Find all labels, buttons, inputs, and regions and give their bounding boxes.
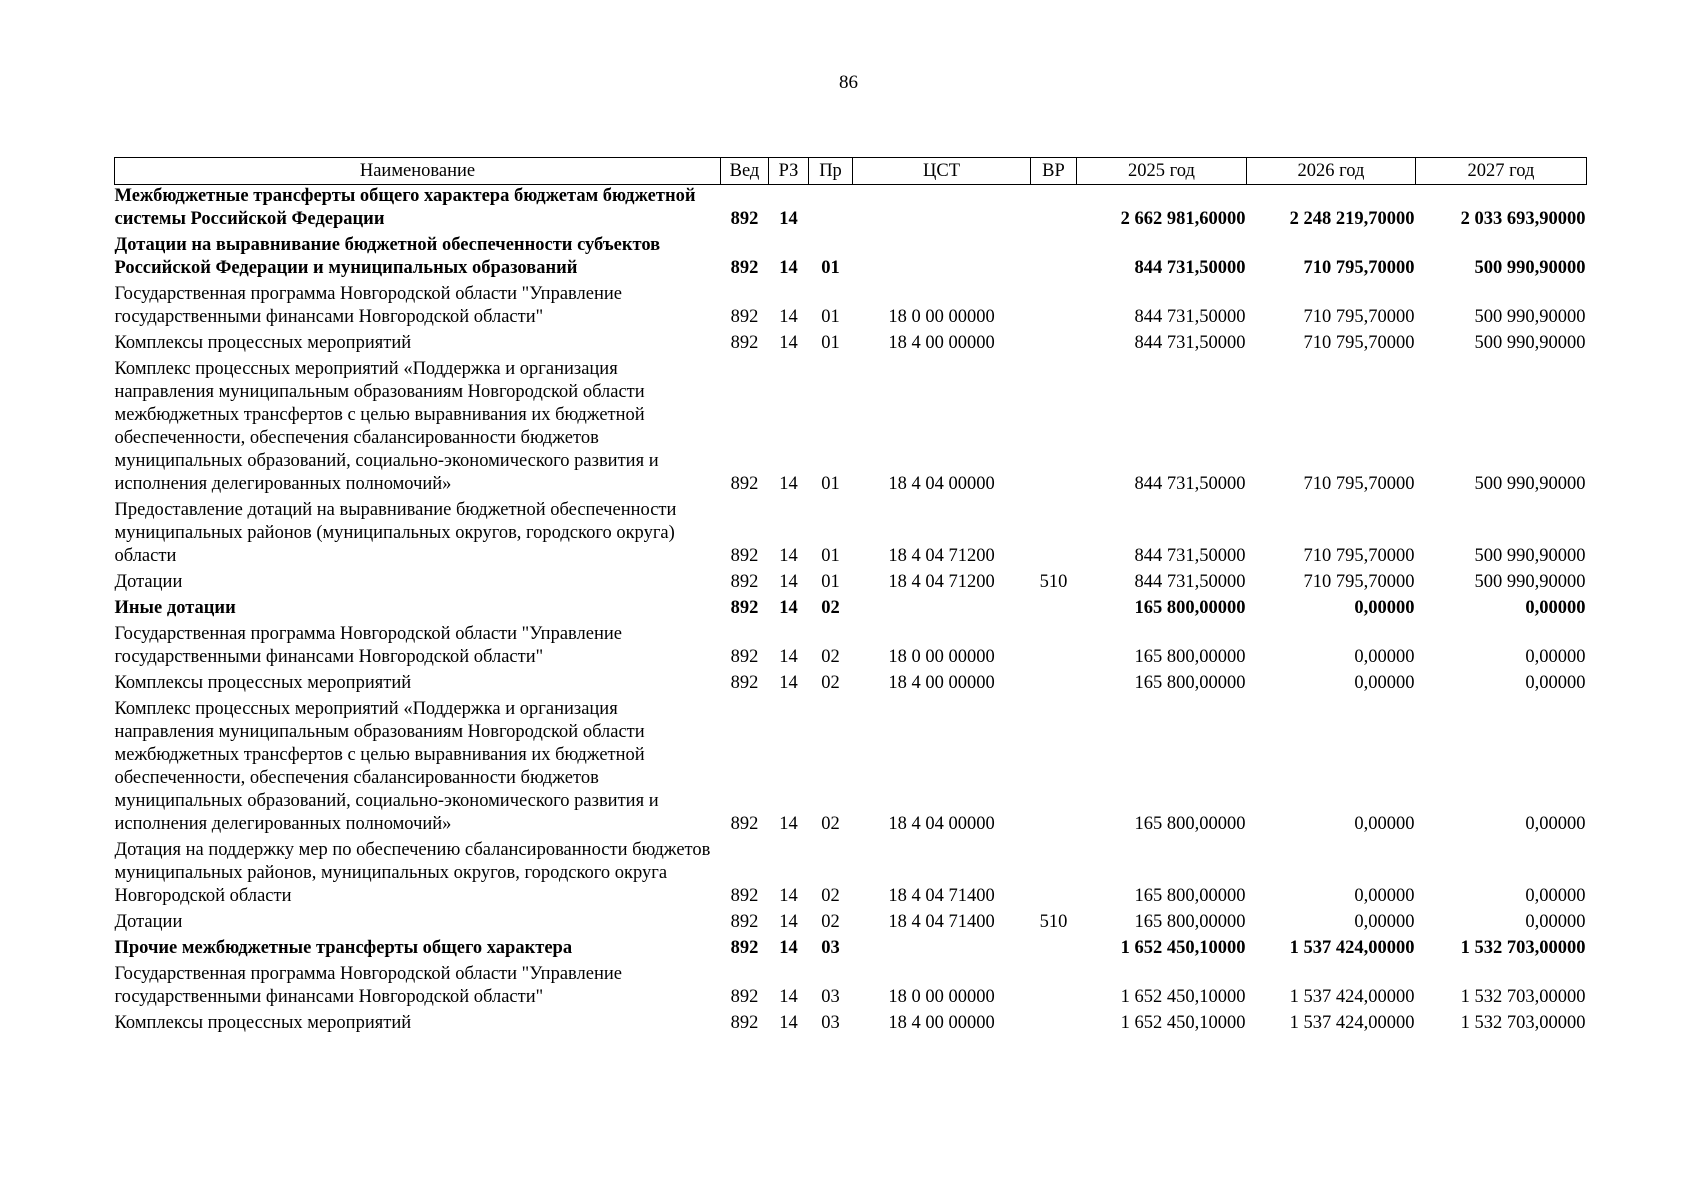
cell-y2026: 710 795,70000 — [1303, 307, 1415, 327]
cell-y2026: 1 537 424,00000 — [1289, 1013, 1415, 1033]
cell-y2026: 710 795,70000 — [1303, 546, 1415, 566]
cell-y2027: 0,00000 — [1525, 598, 1586, 618]
header-2025: 2025 год — [1077, 158, 1247, 185]
cell-vr — [1031, 839, 1077, 911]
cell-y2027: 1 532 703,00000 — [1460, 987, 1586, 1007]
cell-ved: 892 — [730, 333, 759, 353]
header-cst: ЦСТ — [853, 158, 1031, 185]
cell-rz: 14 — [779, 673, 798, 693]
cell-vr — [1031, 332, 1077, 358]
cell-y2025: 165 800,00000 — [1134, 814, 1246, 834]
cell-pr: 01 — [821, 333, 840, 353]
cell-pr: 03 — [821, 1013, 840, 1033]
cell-name: Дотации на выравнивание бюджетной обеспеченности субъектов Российской Федерации и муниципальных образований — [114, 235, 661, 278]
table-header-row — [115, 158, 1587, 185]
cell-name: Предоставление дотаций на выравнивание бюджетной обеспеченности муниципальных районов (муниципальных округов, городского округа) области — [114, 500, 677, 566]
cell-name: Комплексы процессных мероприятий — [114, 1013, 412, 1033]
cell-vr — [1031, 499, 1077, 571]
cell-y2025: 844 731,50000 — [1134, 572, 1246, 592]
cell-pr: 02 — [821, 598, 840, 618]
cell-y2027: 500 990,90000 — [1474, 307, 1586, 327]
cell-vr — [1031, 963, 1077, 1012]
table-row — [115, 185, 1587, 235]
table-row — [115, 571, 1587, 597]
cell-vr — [1031, 283, 1077, 332]
table-row — [115, 234, 1587, 283]
table-row — [115, 698, 1587, 839]
cell-cst: 18 4 00 00000 — [888, 1013, 995, 1033]
cell-cst: 18 4 04 71200 — [888, 546, 995, 566]
cell-y2026: 0,00000 — [1354, 814, 1415, 834]
cell-name: Комплексы процессных мероприятий — [114, 333, 412, 353]
cell-y2027: 0,00000 — [1525, 886, 1586, 906]
cell-rz: 14 — [779, 209, 798, 229]
cell-rz: 14 — [779, 987, 798, 1007]
cell-name: Дотации — [114, 572, 183, 592]
cell-rz: 14 — [779, 572, 798, 592]
cell-y2025: 165 800,00000 — [1134, 598, 1246, 618]
budget-table — [114, 157, 1587, 1038]
cell-y2025: 1 652 450,10000 — [1120, 987, 1246, 1007]
header-pr: Пр — [809, 158, 853, 185]
cell-rz: 14 — [779, 546, 798, 566]
cell-y2027: 0,00000 — [1525, 673, 1586, 693]
cell-rz: 14 — [779, 258, 798, 278]
table-row — [115, 672, 1587, 698]
cell-y2025: 844 731,50000 — [1134, 546, 1246, 566]
cell-y2026: 710 795,70000 — [1303, 474, 1415, 494]
cell-cst: 18 0 00 00000 — [888, 307, 995, 327]
cell-cst: 18 4 04 71400 — [888, 912, 995, 932]
cell-ved: 892 — [730, 647, 759, 667]
cell-ved: 892 — [730, 209, 759, 229]
table-row — [115, 839, 1587, 911]
cell-name: Межбюджетные трансферты общего характера бюджетам бюджетной системы Российской Федерации — [114, 186, 696, 229]
cell-cst: 18 4 04 00000 — [888, 814, 995, 834]
cell-y2027: 0,00000 — [1525, 814, 1586, 834]
cell-rz: 14 — [779, 912, 798, 932]
cell-ved: 892 — [730, 987, 759, 1007]
table-row — [115, 332, 1587, 358]
cell-cst: 18 4 04 71400 — [888, 886, 995, 906]
cell-name: Государственная программа Новгородской области "Управление государственными финансами Новгородской области" — [114, 624, 622, 667]
cell-name: Государственная программа Новгородской области "Управление государственными финансами Новгородской области" — [114, 964, 622, 1007]
cell-vr: 510 — [1039, 912, 1068, 932]
cell-vr — [1031, 1012, 1077, 1038]
cell-cst: 18 4 04 00000 — [888, 474, 995, 494]
cell-name: Дотация на поддержку мер по обеспечению сбалансированности бюджетов муниципальных районов, муниципальных округов, городского округа Новгородской области — [114, 840, 711, 906]
cell-ved: 892 — [730, 1013, 759, 1033]
table-row — [115, 597, 1587, 623]
cell-y2026: 0,00000 — [1354, 886, 1415, 906]
cell-ved: 892 — [730, 572, 759, 592]
cell-name: Иные дотации — [114, 598, 236, 618]
cell-name: Комплексы процессных мероприятий — [114, 673, 412, 693]
cell-y2026: 0,00000 — [1354, 647, 1415, 667]
cell-ved: 892 — [730, 307, 759, 327]
cell-y2027: 1 532 703,00000 — [1460, 938, 1586, 958]
cell-cst: 18 4 04 71200 — [888, 572, 995, 592]
header-name: Наименование — [115, 158, 721, 185]
cell-vr — [1031, 597, 1077, 623]
cell-name: Комплекс процессных мероприятий «Поддержка и организация направления муниципальным образованиям Новгородской области межбюджетных трансфертов с целью выравнивания их бюджетной обеспеченности, обеспечения сбалансированности бюджетов муниципальных образований, социально-экономического развития и исполнения делегированных полномочий» — [114, 359, 659, 494]
cell-pr: 02 — [821, 673, 840, 693]
cell-cst — [853, 234, 1031, 283]
cell-ved: 892 — [730, 474, 759, 494]
cell-y2026: 1 537 424,00000 — [1289, 938, 1415, 958]
cell-pr: 01 — [821, 546, 840, 566]
cell-pr: 01 — [821, 307, 840, 327]
cell-pr — [809, 185, 853, 235]
cell-y2026: 710 795,70000 — [1303, 572, 1415, 592]
cell-rz: 14 — [779, 474, 798, 494]
cell-vr: 510 — [1039, 572, 1068, 592]
cell-y2027: 500 990,90000 — [1474, 474, 1586, 494]
cell-y2026: 0,00000 — [1354, 673, 1415, 693]
cell-y2025: 844 731,50000 — [1134, 258, 1246, 278]
cell-ved: 892 — [730, 673, 759, 693]
cell-y2025: 1 652 450,10000 — [1120, 938, 1246, 958]
cell-pr: 01 — [821, 572, 840, 592]
header-vr: ВР — [1031, 158, 1077, 185]
cell-name: Комплекс процессных мероприятий «Поддержка и организация направления муниципальным образованиям Новгородской области межбюджетных трансфертов с целью выравнивания их бюджетной обеспеченности, обеспечения сбалансированности бюджетов муниципальных образований, социально-экономического развития и исполнения делегированных полномочий» — [114, 699, 659, 834]
header-rz: РЗ — [769, 158, 809, 185]
cell-pr: 02 — [821, 814, 840, 834]
table-row — [115, 937, 1587, 963]
table-body — [115, 185, 1587, 1039]
cell-y2026: 0,00000 — [1354, 912, 1415, 932]
cell-y2025: 844 731,50000 — [1134, 307, 1246, 327]
cell-y2027: 2 033 693,90000 — [1460, 209, 1586, 229]
table-row — [115, 283, 1587, 332]
cell-ved: 892 — [730, 814, 759, 834]
cell-y2025: 844 731,50000 — [1134, 333, 1246, 353]
cell-ved: 892 — [730, 546, 759, 566]
cell-pr: 03 — [821, 987, 840, 1007]
cell-cst: 18 0 00 00000 — [888, 987, 995, 1007]
cell-y2025: 165 800,00000 — [1134, 912, 1246, 932]
cell-ved: 892 — [730, 886, 759, 906]
cell-y2027: 500 990,90000 — [1474, 333, 1586, 353]
cell-y2027: 0,00000 — [1525, 647, 1586, 667]
table-row — [115, 623, 1587, 672]
cell-ved: 892 — [730, 912, 759, 932]
cell-ved: 892 — [730, 938, 759, 958]
page-number: 86 — [839, 72, 858, 93]
cell-y2025: 844 731,50000 — [1134, 474, 1246, 494]
cell-vr — [1031, 623, 1077, 672]
cell-vr — [1031, 937, 1077, 963]
cell-y2027: 500 990,90000 — [1474, 572, 1586, 592]
cell-y2026: 2 248 219,70000 — [1289, 209, 1415, 229]
cell-cst — [853, 185, 1031, 235]
cell-y2027: 0,00000 — [1525, 912, 1586, 932]
header-2027: 2027 год — [1416, 158, 1587, 185]
cell-cst: 18 4 00 00000 — [888, 333, 995, 353]
table-row — [115, 358, 1587, 499]
cell-name: Дотации — [114, 912, 183, 932]
cell-cst — [853, 937, 1031, 963]
header-ved: Вед — [721, 158, 769, 185]
cell-ved: 892 — [730, 598, 759, 618]
header-2026: 2026 год — [1247, 158, 1416, 185]
cell-pr: 01 — [821, 258, 840, 278]
cell-vr — [1031, 698, 1077, 839]
cell-y2026: 1 537 424,00000 — [1289, 987, 1415, 1007]
table-row — [115, 911, 1587, 937]
cell-pr: 02 — [821, 912, 840, 932]
cell-y2026: 710 795,70000 — [1303, 333, 1415, 353]
cell-rz: 14 — [779, 307, 798, 327]
cell-cst: 18 4 00 00000 — [888, 673, 995, 693]
cell-rz: 14 — [779, 1013, 798, 1033]
cell-vr — [1031, 672, 1077, 698]
cell-name: Государственная программа Новгородской области "Управление государственными финансами Новгородской области" — [114, 284, 622, 327]
cell-vr — [1031, 358, 1077, 499]
cell-y2025: 165 800,00000 — [1134, 647, 1246, 667]
cell-pr: 02 — [821, 647, 840, 667]
cell-y2025: 165 800,00000 — [1134, 673, 1246, 693]
cell-name: Прочие межбюджетные трансферты общего характера — [114, 938, 573, 958]
table-row — [115, 963, 1587, 1012]
cell-y2025: 165 800,00000 — [1134, 886, 1246, 906]
cell-vr — [1031, 234, 1077, 283]
cell-rz: 14 — [779, 814, 798, 834]
cell-rz: 14 — [779, 647, 798, 667]
cell-rz: 14 — [779, 886, 798, 906]
cell-ved: 892 — [730, 258, 759, 278]
cell-rz: 14 — [779, 333, 798, 353]
cell-rz: 14 — [779, 938, 798, 958]
cell-y2027: 500 990,90000 — [1474, 546, 1586, 566]
cell-cst: 18 0 00 00000 — [888, 647, 995, 667]
cell-y2027: 500 990,90000 — [1474, 258, 1586, 278]
table-row — [115, 499, 1587, 571]
table-row — [115, 1012, 1587, 1038]
cell-rz: 14 — [779, 598, 798, 618]
cell-y2027: 1 532 703,00000 — [1460, 1013, 1586, 1033]
cell-y2026: 710 795,70000 — [1303, 258, 1415, 278]
cell-cst — [853, 597, 1031, 623]
cell-y2025: 1 652 450,10000 — [1120, 1013, 1246, 1033]
cell-vr — [1031, 185, 1077, 235]
cell-y2025: 2 662 981,60000 — [1120, 209, 1246, 229]
cell-pr: 01 — [821, 474, 840, 494]
cell-pr: 03 — [821, 938, 840, 958]
cell-y2026: 0,00000 — [1354, 598, 1415, 618]
cell-pr: 02 — [821, 886, 840, 906]
